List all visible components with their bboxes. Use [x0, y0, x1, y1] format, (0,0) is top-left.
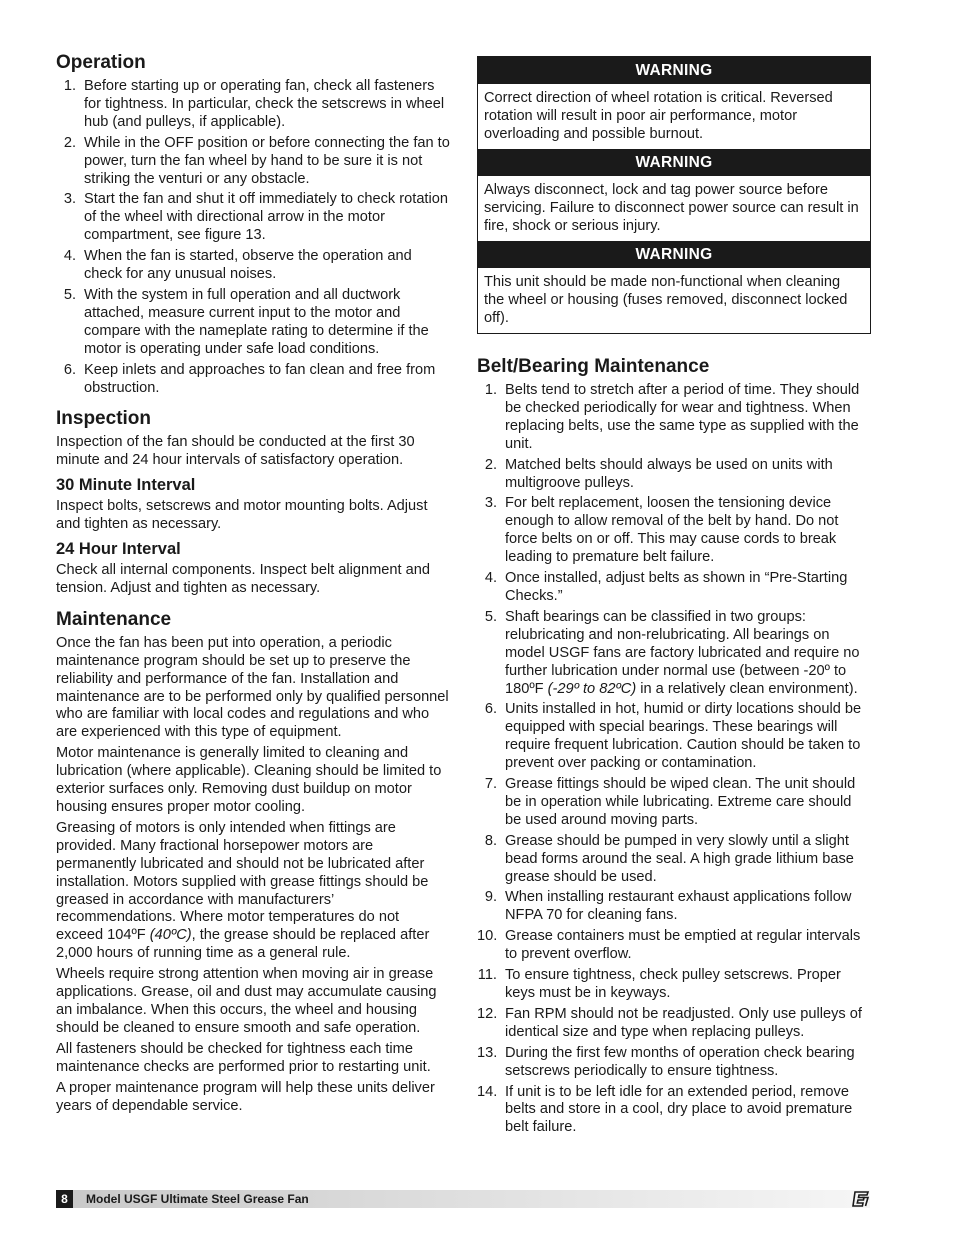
list-item: 5. With the system in full operation and all ductwork attached, measure current input to the motor and compare with the nameplate rating to determine if the motor is operating under safe load conditions. [63, 286, 429, 357]
page-footer [56, 1190, 870, 1208]
list-item: 2. While in the OFF position or before connecting the fan to power, turn the fan wheel by hand to be sure it is not striking the venturi or any obstacle. [63, 134, 450, 187]
list-item: 12. Fan RPM should not be readjusted. Only use pulleys of identical size and type when replacing pulleys. [477, 1005, 862, 1040]
list-item: 11. To ensure tightness, check pulley setscrews. Proper keys must be in keyways. [477, 967, 841, 1001]
interval-30-text: Inspect bolts, setscrews and motor mounting bolts. Adjust and tighten as necessary. [56, 498, 428, 533]
list-item: 14. If unit is to be left idle for an extended period, remove belts and store in a cool, dry place to avoid premature belt failure. [477, 1083, 853, 1136]
maintenance-heading: Maintenance [56, 608, 172, 630]
list-item: 9. When installing restaurant exhaust applications follow NFPA 70 for cleaning fans. [484, 889, 852, 924]
list-item: 6. Keep inlets and approaches to fan clean and free from obstruction. [63, 361, 436, 396]
left-column [56, 52, 450, 1118]
list-item: 4. Once installed, adjust belts as shown in “Pre-Starting Checks.” [484, 570, 848, 604]
list-item: 5. Shaft bearings can be classified in two groups: relubricating and non-relubricating. All bearings on model USGF fans are factory lubricated and require no further lubrication under normal use (between -20º to 180ºF (-29º to 82ºC) in a relatively clean environment). [484, 608, 860, 697]
warning-header: WARNING [478, 149, 870, 176]
maintenance-paragraph: Greasing of motors is only intended when fittings are provided. Many fractional horsepower motors are permanently lubricated and should not be lubricated after installation. Motors supplied with grease fittings should be greased in accordance with manufacturers’ recommendations. Where motor temperatures do not exceed 104ºF (40ºC), the grease should be replaced after 2,000 hours of running time as a general rule. [56, 819, 430, 962]
list-item: 1. Belts tend to stretch after a period of time. They should be checked periodically for wear and tightness. When replacing belts, use the same type as supplied with the unit. [484, 382, 860, 452]
inspection-heading: Inspection [56, 408, 152, 430]
footer-title: Model USGF Ultimate Steel Grease Fan [86, 1192, 309, 1206]
warning-text: Correct direction of wheel rotation is critical. Reversed rotation will result in poor air performance, motor overloading and possible burnout. [484, 90, 833, 142]
list-item: 13. During the first few months of operation check bearing setscrews periodically to ensure tightness. [477, 1044, 855, 1079]
maintenance-paragraph: A proper maintenance program will help these units deliver years of dependable service. [56, 1079, 435, 1114]
belt-bearing-list [477, 382, 871, 1137]
list-item: 6. Units installed in hot, humid or dirty locations should be equipped with special bearings. These bearings will require frequent lubrication. Caution should be taken to prevent over packing or contamination. [484, 701, 862, 772]
belt-bearing-heading: Belt/Bearing Maintenance [477, 356, 710, 377]
operation-heading: Operation [56, 52, 146, 73]
list-item: 2. Matched belts should always be used on units with multigroove pulleys. [484, 456, 833, 491]
interval-30-heading: 30 Minute Interval [56, 476, 196, 495]
brand-logo-icon [852, 1191, 870, 1207]
interval-24-heading: 24 Hour Interval [56, 540, 181, 559]
list-item: 10. Grease containers must be emptied at regular intervals to prevent overflow. [477, 928, 861, 963]
warning-header: WARNING [478, 57, 870, 84]
list-item: 1. Before starting up or operating fan, check all fasteners for tightness. In particular, check the setscrews in wheel hub (and pulleys, if applicable). [63, 78, 445, 130]
maintenance-paragraph: Once the fan has been put into operation, a periodic maintenance program should be set up to preserve the reliability and performance of the fan. Installation and maintenance are to be performed only by qualified personnel who are familiar with local codes and regulations and who are experienced with this type of equipment. [56, 634, 449, 741]
inspection-text: Inspection of the fan should be conducted at the first 30 minute and 24 hour intervals of satisfactory operation. [56, 434, 415, 469]
interval-24-text: Check all internal components. Inspect belt alignment and tension. Adjust and tighten as necessary. [56, 562, 430, 596]
maintenance-paragraph: Wheels require strong attention when moving air in grease applications. Grease, oil and dust may accumulate causing an imbalance. When this occurs, the wheel and housing should be cleaned to ensure smooth and safe operation. [56, 966, 437, 1036]
list-item: 3. For belt replacement, loosen the tensioning device enough to allow removal of the belt by hand. Do not force belts on or off. This may cause cords to break leading to premature belt failure. [484, 495, 839, 566]
operation-list [56, 78, 450, 397]
maintenance-paragraph: Motor maintenance is generally limited to cleaning and lubrication (where applicable). Cleaning should be limited to exterior surfaces only. Removing dust buildup on motor housing ensures proper motor cooling. [56, 745, 442, 815]
maintenance-paragraph: All fasteners should be checked for tightness each time maintenance checks are performed prior to restarting unit. [56, 1040, 431, 1075]
warning-box [477, 56, 871, 334]
list-item: 8. Grease should be pumped in very slowly until a slight bead forms around the seal. A high grade lithium base grease should be used. [484, 832, 854, 885]
page-number: 8 [56, 1190, 73, 1208]
warning-text: This unit should be made non-functional when cleaning the wheel or housing (fuses removed, disconnect locked off). [484, 274, 848, 326]
list-item: 7. Grease fittings should be wiped clean. The unit should be in operation while lubricating. Extreme care should be used around moving parts. [484, 776, 856, 828]
list-item: 4. When the fan is started, observe the operation and check for any unusual noises. [63, 248, 412, 283]
warning-header: WARNING [478, 241, 870, 268]
warning-text: Always disconnect, lock and tag power source before servicing. Failure to disconnect power source can result in fire, shock or serious injury. [484, 182, 859, 234]
list-item: 3. Start the fan and shut it off immediately to check rotation of the wheel with directional arrow in the motor compartment, see figure 13. [63, 191, 448, 244]
right-column [477, 56, 871, 1140]
